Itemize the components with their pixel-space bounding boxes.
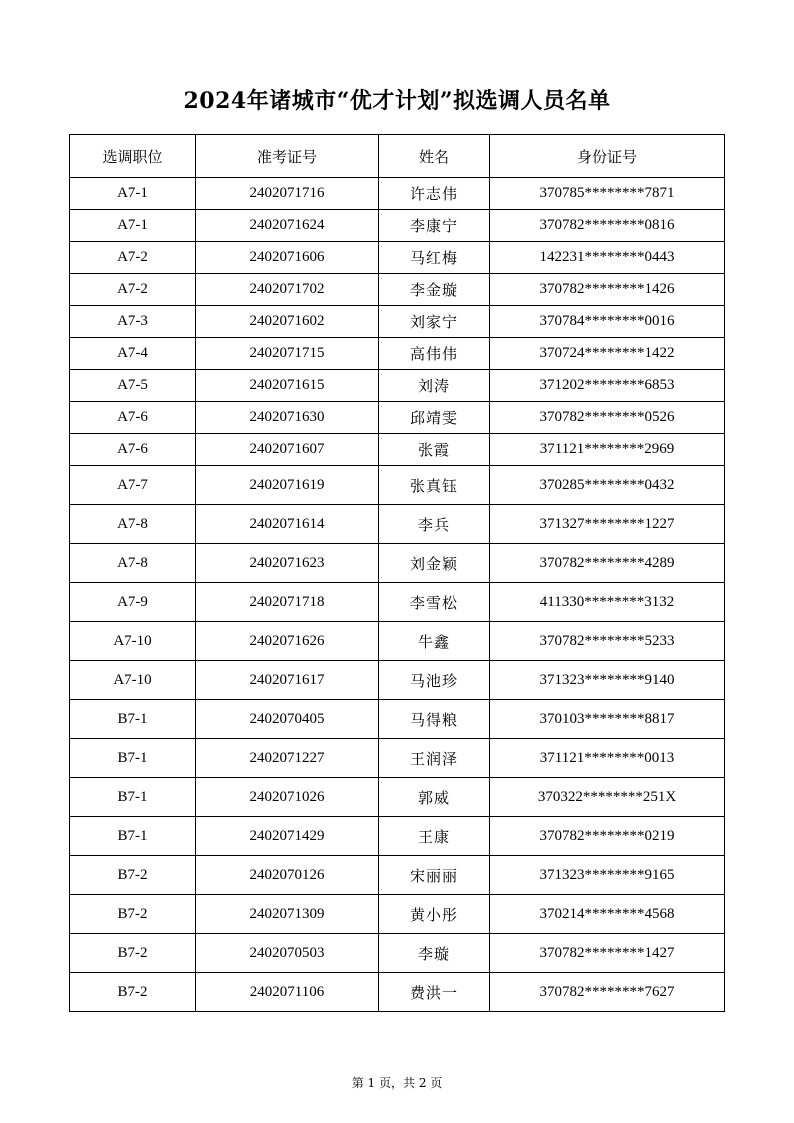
position-cell: A7-1: [70, 210, 196, 242]
exam-number-cell: 2402071718: [196, 583, 379, 622]
position-cell: B7-1: [70, 739, 196, 778]
position-cell: A7-7: [70, 466, 196, 505]
exam-number-cell: 2402071309: [196, 895, 379, 934]
table-row: [70, 661, 725, 700]
exam-number-cell: 2402071617: [196, 661, 379, 700]
header-id-number: 身份证号: [490, 135, 725, 178]
position-cell: A7-6: [70, 434, 196, 466]
exam-number-cell: 2402071429: [196, 817, 379, 856]
exam-number-cell: 2402071715: [196, 338, 379, 370]
name-cell: 黄小彤: [379, 895, 490, 934]
name-cell: 李金璇: [379, 274, 490, 306]
id-number-cell: 370214********4568: [490, 895, 725, 934]
position-cell: A7-10: [70, 661, 196, 700]
position-cell: A7-3: [70, 306, 196, 338]
table-row: [70, 895, 725, 934]
table-row: [70, 274, 725, 306]
candidate-table: [69, 134, 725, 1012]
position-cell: B7-2: [70, 856, 196, 895]
table-row: [70, 242, 725, 274]
exam-number-cell: 2402071614: [196, 505, 379, 544]
id-number-cell: 370103********8817: [490, 700, 725, 739]
id-number-cell: 370322********251X: [490, 778, 725, 817]
id-number-cell: 371323********9140: [490, 661, 725, 700]
position-cell: B7-2: [70, 973, 196, 1012]
table-row: [70, 817, 725, 856]
position-cell: A7-2: [70, 242, 196, 274]
name-cell: 李雪松: [379, 583, 490, 622]
table-row: [70, 700, 725, 739]
id-number-cell: 370782********1427: [490, 934, 725, 973]
id-number-cell: 371121********2969: [490, 434, 725, 466]
exam-number-cell: 2402071623: [196, 544, 379, 583]
position-cell: A7-1: [70, 178, 196, 210]
name-cell: 李兵: [379, 505, 490, 544]
name-cell: 宋丽丽: [379, 856, 490, 895]
table-header-row: [70, 135, 725, 178]
name-cell: 马池珍: [379, 661, 490, 700]
position-cell: B7-1: [70, 778, 196, 817]
table-row: [70, 178, 725, 210]
id-number-cell: 370784********0016: [490, 306, 725, 338]
header-name: 姓名: [379, 135, 490, 178]
id-number-cell: 411330********3132: [490, 583, 725, 622]
id-number-cell: 370782********0816: [490, 210, 725, 242]
exam-number-cell: 2402071227: [196, 739, 379, 778]
position-cell: B7-1: [70, 817, 196, 856]
name-cell: 刘金颖: [379, 544, 490, 583]
exam-number-cell: 2402071615: [196, 370, 379, 402]
name-cell: 牛鑫: [379, 622, 490, 661]
table-row: [70, 622, 725, 661]
position-cell: A7-6: [70, 402, 196, 434]
id-number-cell: 370782********0219: [490, 817, 725, 856]
exam-number-cell: 2402071619: [196, 466, 379, 505]
table-body: [70, 178, 725, 1012]
position-cell: B7-1: [70, 700, 196, 739]
exam-number-cell: 2402070126: [196, 856, 379, 895]
exam-number-cell: 2402070405: [196, 700, 379, 739]
name-cell: 费洪一: [379, 973, 490, 1012]
position-cell: A7-4: [70, 338, 196, 370]
id-number-cell: 370782********7627: [490, 973, 725, 1012]
exam-number-cell: 2402071606: [196, 242, 379, 274]
table-row: [70, 402, 725, 434]
id-number-cell: 370782********5233: [490, 622, 725, 661]
position-cell: A7-9: [70, 583, 196, 622]
table-row: [70, 306, 725, 338]
name-cell: 张真钰: [379, 466, 490, 505]
exam-number-cell: 2402071607: [196, 434, 379, 466]
exam-number-cell: 2402071626: [196, 622, 379, 661]
id-number-cell: 370785********7871: [490, 178, 725, 210]
exam-number-cell: 2402071624: [196, 210, 379, 242]
position-cell: A7-8: [70, 544, 196, 583]
name-cell: 许志伟: [379, 178, 490, 210]
table-row: [70, 505, 725, 544]
table-row: [70, 856, 725, 895]
exam-number-cell: 2402071716: [196, 178, 379, 210]
position-cell: A7-2: [70, 274, 196, 306]
id-number-cell: 370782********1426: [490, 274, 725, 306]
name-cell: 刘家宁: [379, 306, 490, 338]
name-cell: 马红梅: [379, 242, 490, 274]
table-row: [70, 544, 725, 583]
table-row: [70, 434, 725, 466]
name-cell: 王康: [379, 817, 490, 856]
position-cell: B7-2: [70, 895, 196, 934]
name-cell: 高伟伟: [379, 338, 490, 370]
id-number-cell: 371121********0013: [490, 739, 725, 778]
id-number-cell: 371327********1227: [490, 505, 725, 544]
exam-number-cell: 2402070503: [196, 934, 379, 973]
position-cell: A7-10: [70, 622, 196, 661]
exam-number-cell: 2402071106: [196, 973, 379, 1012]
exam-number-cell: 2402071026: [196, 778, 379, 817]
name-cell: 马得粮: [379, 700, 490, 739]
table-row: [70, 739, 725, 778]
position-cell: B7-2: [70, 934, 196, 973]
id-number-cell: 142231********0443: [490, 242, 725, 274]
header-exam-number: 准考证号: [196, 135, 379, 178]
page-title: 2024年诸城市“优才计划”拟选调人员名单: [183, 88, 611, 114]
id-number-cell: 370782********4289: [490, 544, 725, 583]
name-cell: 郭威: [379, 778, 490, 817]
exam-number-cell: 2402071602: [196, 306, 379, 338]
position-cell: A7-8: [70, 505, 196, 544]
name-cell: 李璇: [379, 934, 490, 973]
name-cell: 李康宁: [379, 210, 490, 242]
table-row: [70, 466, 725, 505]
id-number-cell: 370782********0526: [490, 402, 725, 434]
id-number-cell: 370724********1422: [490, 338, 725, 370]
id-number-cell: 370285********0432: [490, 466, 725, 505]
table-row: [70, 778, 725, 817]
table-row: [70, 210, 725, 242]
table-row: [70, 583, 725, 622]
header-position: 选调职位: [70, 135, 196, 178]
page-footer: 第 1 页，共 2 页: [351, 1076, 443, 1090]
table-row: [70, 338, 725, 370]
name-cell: 邱靖雯: [379, 402, 490, 434]
table-row: [70, 973, 725, 1012]
exam-number-cell: 2402071702: [196, 274, 379, 306]
id-number-cell: 371323********9165: [490, 856, 725, 895]
position-cell: A7-5: [70, 370, 196, 402]
table-row: [70, 370, 725, 402]
exam-number-cell: 2402071630: [196, 402, 379, 434]
table-row: [70, 934, 725, 973]
name-cell: 刘涛: [379, 370, 490, 402]
id-number-cell: 371202********6853: [490, 370, 725, 402]
name-cell: 张霞: [379, 434, 490, 466]
name-cell: 王润泽: [379, 739, 490, 778]
